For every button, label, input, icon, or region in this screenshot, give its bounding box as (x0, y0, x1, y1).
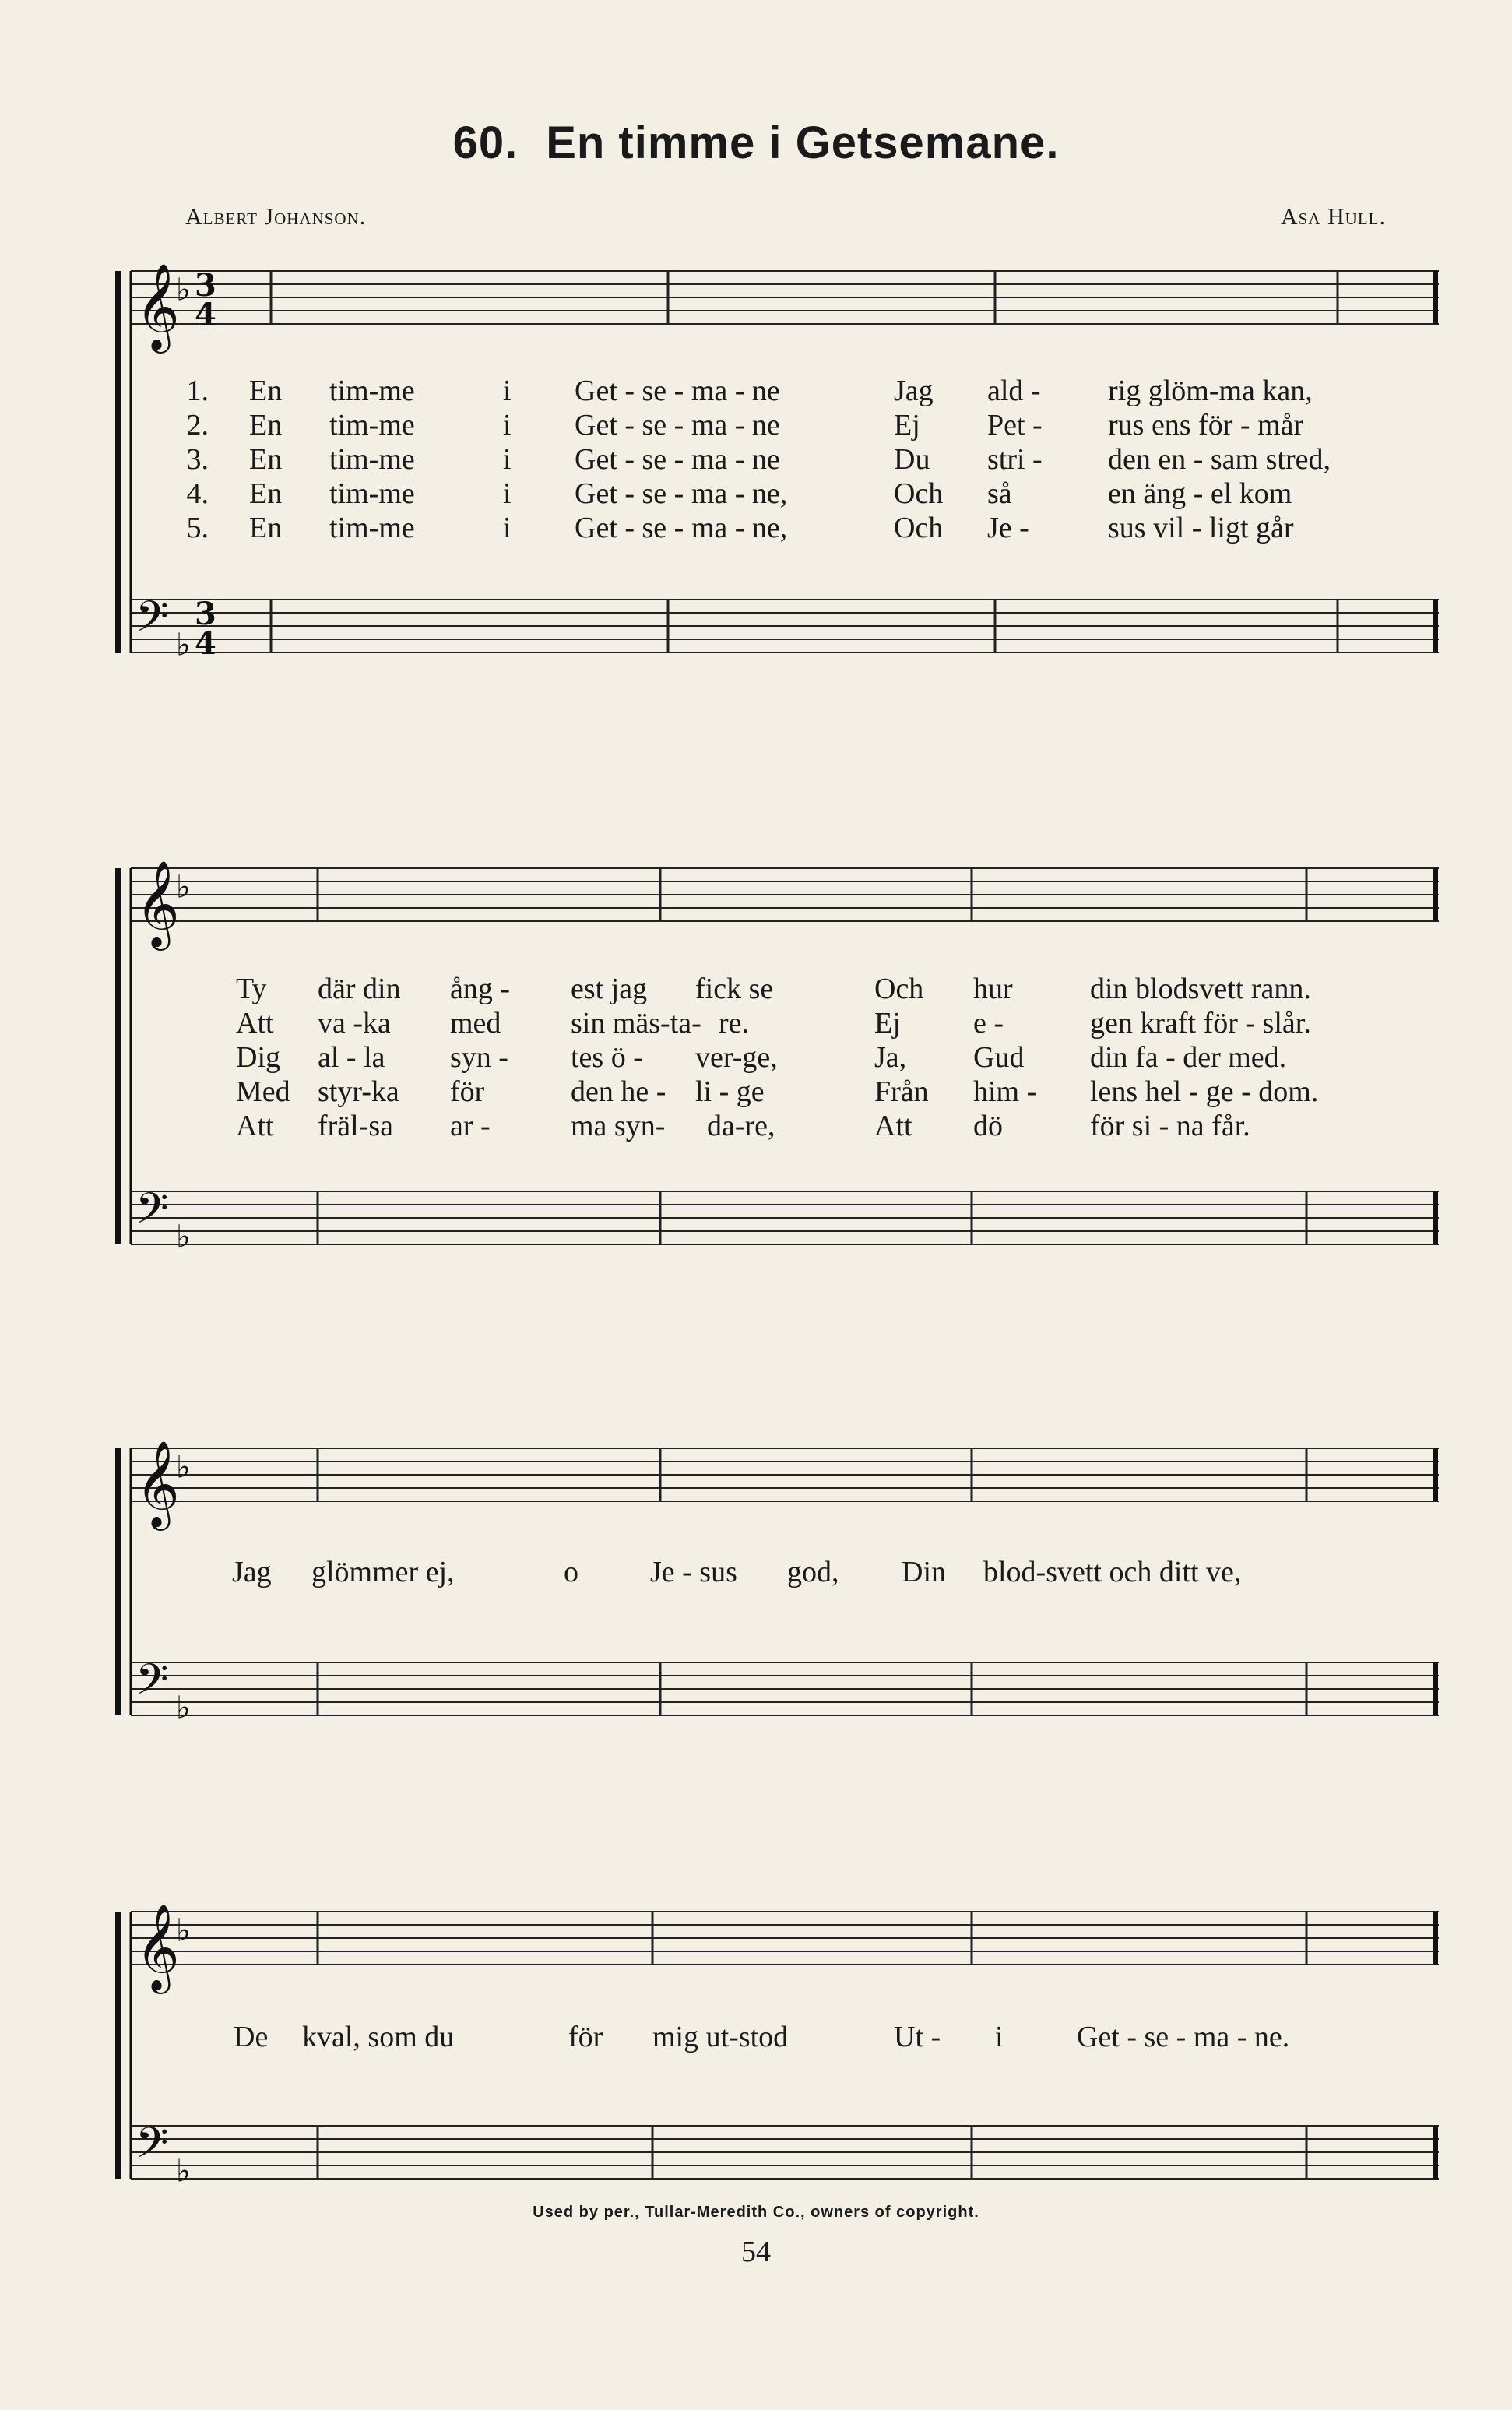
lyric-syllable: al - la (318, 1041, 385, 1074)
author-credit: Albert Johanson. (185, 204, 367, 230)
lyric-syllable: hur (973, 973, 1013, 1005)
flat-icon: ♭ (176, 627, 191, 663)
page-number: 54 (741, 2236, 771, 2268)
lyric-syllable: Pet - (987, 409, 1043, 442)
lyric-syllable: glömmer ej, (311, 1556, 455, 1588)
lyric-syllable: Din (902, 1556, 946, 1588)
lyric-syllable: Jag (894, 375, 934, 407)
time-signature-bottom: 4 (195, 625, 216, 662)
lyric-syllable: Jag (232, 1556, 272, 1588)
verse-line-5 (115, 511, 1439, 545)
lyric-syllable: da-re, (707, 1110, 775, 1142)
treble-clef-icon: 𝄞 (135, 262, 180, 350)
lyric-syllable: Ej (894, 409, 920, 442)
music-system-2 (115, 849, 1439, 1285)
verse-line-3 (115, 442, 1439, 477)
lyric-syllable: Och (874, 973, 924, 1005)
flat-icon: ♭ (176, 869, 191, 906)
hymn-number: 60. (452, 118, 519, 168)
verse-line-1 (115, 374, 1439, 408)
verse-number: 4. (186, 477, 209, 510)
lyric-syllable: Je - sus (650, 1556, 737, 1588)
flat-icon: ♭ (176, 1219, 191, 1255)
lyric-syllable: Get - se - ma - ne (575, 443, 780, 476)
lyric-syllable: syn - (450, 1041, 508, 1074)
lyric-syllable: stri - (987, 443, 1043, 476)
lyric-syllable: est jag (571, 973, 648, 1005)
lyric-syllable: De (234, 2021, 269, 2053)
lyric-syllable: fick se (695, 973, 774, 1005)
lyric-syllable: god, (787, 1556, 839, 1588)
lyric-syllable: Get - se - ma - ne, (575, 512, 788, 544)
verse-line-2 (115, 1006, 1439, 1040)
verse-line-4 (115, 477, 1439, 511)
treble-clef-icon: 𝄞 (135, 860, 180, 947)
lyric-syllable: va -ka (318, 1007, 391, 1040)
lyric-syllable: En (249, 375, 283, 407)
lyric-syllable: re. (719, 1007, 750, 1040)
lyric-syllable: ång - (450, 973, 511, 1005)
lyric-syllable: ma syn- (571, 1110, 666, 1142)
verse-line-1 (115, 1555, 1439, 1589)
time-signature-top: 3 (195, 596, 216, 632)
lyric-syllable: för (568, 2021, 603, 2053)
lyric-syllable: Från (874, 1075, 929, 1108)
lyric-syllable: tim-me (329, 409, 415, 442)
lyric-syllable: tim-me (329, 443, 415, 476)
lyric-syllable: Dig (236, 1041, 280, 1074)
lyric-syllable: Get - se - ma - ne (575, 375, 780, 407)
lyric-syllable: Och (894, 477, 944, 510)
lyric-syllable: i (503, 477, 512, 510)
lyric-syllable: tim-me (329, 477, 415, 510)
lyric-syllable: Get - se - ma - ne (575, 409, 780, 442)
lyric-syllable: kval, som du (302, 2021, 455, 2053)
lyric-syllable: En (249, 477, 283, 510)
lyric-syllable: tim-me (329, 512, 415, 544)
lyric-syllable: sin mäs-ta- (571, 1007, 701, 1040)
lyric-syllable: ar - (450, 1110, 491, 1142)
hymn-title (0, 117, 1512, 169)
lyric-syllable: den en - sam stred, (1108, 443, 1331, 476)
lyric-syllable: Get - se - ma - ne, (575, 477, 788, 510)
lyric-syllable: Gud (973, 1041, 1025, 1074)
lyric-syllable: sus vil - ligt går (1108, 512, 1294, 544)
bass-clef-icon: 𝄢 (135, 2118, 169, 2178)
lyric-syllable: rig glöm-ma kan, (1108, 375, 1313, 407)
time-signature-bottom: 4 (195, 297, 216, 333)
lyric-syllable: Ej (874, 1007, 901, 1040)
lyric-syllable: o (564, 1556, 578, 1588)
music-system-3 (115, 1429, 1439, 1740)
treble-clef-icon: 𝄞 (135, 1903, 180, 1990)
verse-line-4 (115, 1075, 1439, 1109)
lyric-syllable: i (503, 512, 512, 544)
lyric-syllable: i (503, 375, 512, 407)
lyric-syllable: dö (973, 1110, 1003, 1142)
composer-credit: Asa Hull. (1281, 204, 1386, 230)
lyric-syllable: fräl-sa (318, 1110, 394, 1142)
verse-line-3 (115, 1040, 1439, 1075)
lyric-syllable: din fa - der med. (1090, 1041, 1287, 1074)
lyric-syllable: Ty (236, 973, 267, 1005)
lyric-syllable: i (503, 443, 512, 476)
lyric-syllable: En (249, 443, 283, 476)
verse-line-5 (115, 1109, 1439, 1143)
lyric-syllable: En (249, 409, 283, 442)
music-system-1 (115, 257, 1439, 709)
bass-clef-icon: 𝄢 (135, 1184, 169, 1244)
lyric-syllable: för si - na får. (1090, 1110, 1250, 1142)
lyric-syllable: i (503, 409, 512, 442)
lyric-syllable: Och (894, 512, 944, 544)
verse-number: 3. (186, 443, 209, 476)
verse-line-1 (115, 2020, 1439, 2054)
lyric-syllable: din blodsvett rann. (1090, 973, 1311, 1005)
hymn-title-text: En timme i Getsemane. (546, 118, 1060, 168)
lyric-syllable: Att (236, 1110, 274, 1142)
treble-clef-icon: 𝄞 (135, 1440, 180, 1527)
flat-icon: ♭ (176, 1912, 191, 1949)
lyric-syllable: med (450, 1007, 501, 1040)
lyric-syllable: blod-svett och ditt ve, (983, 1556, 1242, 1588)
lyric-syllable: En (249, 512, 283, 544)
lyric-syllable: Get - se - ma - ne. (1077, 2021, 1290, 2053)
lyric-syllable: li - ge (695, 1075, 765, 1108)
lyric-syllable: Med (236, 1075, 290, 1108)
bass-clef-icon: 𝄢 (135, 1655, 169, 1715)
time-signature-top: 3 (195, 267, 216, 304)
lyric-syllable: Att (874, 1110, 912, 1142)
lyric-syllable: i (995, 2021, 1004, 2053)
lyric-syllable: Att (236, 1007, 274, 1040)
lyric-syllable: Je - (987, 512, 1029, 544)
lyric-syllable: mig ut-stod (652, 2021, 789, 2053)
lyric-syllable: tes ö - (571, 1041, 643, 1074)
lyric-syllable: Ut - (894, 2021, 941, 2053)
flat-icon: ♭ (176, 1690, 191, 1726)
bass-clef-icon: 𝄢 (135, 592, 169, 652)
verse-number: 1. (186, 375, 209, 407)
lyric-syllable: en äng - el kom (1108, 477, 1292, 510)
lyric-syllable: den he - (571, 1075, 666, 1108)
lyric-syllable: rus ens för - mår (1108, 409, 1304, 442)
lyric-syllable: lens hel - ge - dom. (1090, 1075, 1319, 1108)
flat-icon: ♭ (176, 1449, 191, 1486)
lyric-syllable: Ja, (874, 1041, 907, 1074)
lyric-syllable: Du (894, 443, 930, 476)
flat-icon: ♭ (176, 272, 191, 308)
lyric-syllable: så (987, 477, 1012, 510)
lyric-syllable: tim-me (329, 375, 415, 407)
lyric-syllable: gen kraft för - slår. (1090, 1007, 1311, 1040)
verse-number: 5. (186, 512, 209, 544)
verse-line-2 (115, 408, 1439, 442)
flat-icon: ♭ (176, 2153, 191, 2190)
copyright-note: Used by per., Tullar-Meredith Co., owners of copyright. (533, 2204, 979, 2221)
lyric-syllable: för (450, 1075, 485, 1108)
lyric-syllable: e - (973, 1007, 1004, 1040)
lyric-syllable: ald - (987, 375, 1041, 407)
lyric-syllable: där din (318, 973, 401, 1005)
verse-line-1 (115, 972, 1439, 1006)
lyric-syllable: him - (973, 1075, 1037, 1108)
verse-number: 2. (186, 409, 209, 442)
lyric-syllable: ver-ge, (695, 1041, 778, 1074)
music-system-4 (115, 1892, 1439, 2204)
lyric-syllable: styr-ka (318, 1075, 399, 1108)
